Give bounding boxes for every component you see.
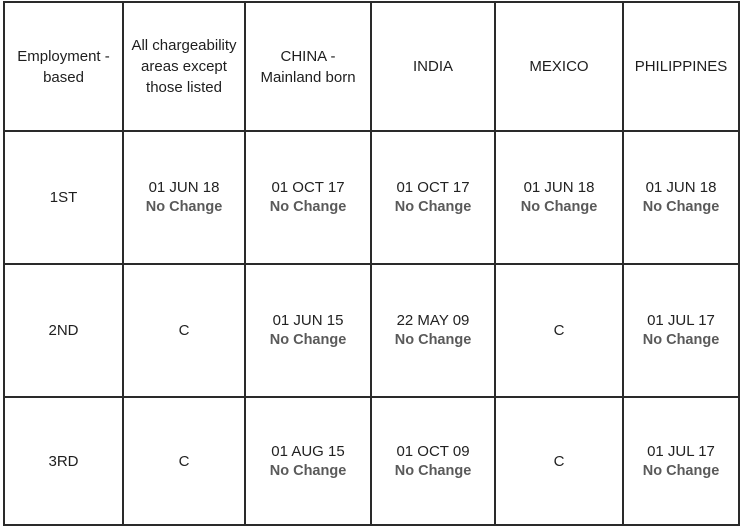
table-cell [623, 264, 739, 397]
cell-status: No Change [269, 332, 347, 348]
cell-date: 01 JUL 17 [647, 442, 715, 460]
cell-status: No Change [642, 332, 720, 348]
visa-bulletin-table [3, 1, 740, 526]
table-cell [245, 131, 371, 264]
cell-date: 01 JUN 18 [523, 179, 595, 196]
row-label-1st: 1ST [4, 131, 123, 264]
header-employment-based: Employment -based [4, 2, 123, 131]
cell-date: 01 JUN 18 [148, 179, 220, 196]
table-cell [495, 264, 623, 397]
cell-status: No Change [642, 462, 720, 479]
cell-date: 01 JUL 17 [647, 312, 715, 329]
cell-date: 01 AUG 15 [271, 442, 345, 460]
header-china-mainland-born: CHINA - Mainland born [245, 2, 371, 131]
table-cell [123, 397, 245, 525]
table-cell [495, 131, 623, 264]
header-india: INDIA [371, 2, 495, 131]
cell-status: No Change [145, 199, 223, 215]
cell-date: 01 JUN 18 [645, 179, 717, 196]
header-row [4, 2, 739, 131]
cell-current: C [553, 322, 565, 339]
cell-current: C [553, 452, 565, 470]
cell-date: 01 OCT 17 [271, 179, 345, 196]
header-mexico: MEXICO [495, 2, 623, 131]
table-cell [371, 131, 495, 264]
cell-status: No Change [520, 199, 598, 215]
cell-date: 01 OCT 09 [396, 442, 470, 460]
cell-status: No Change [394, 332, 472, 348]
table-cell [371, 397, 495, 525]
table-row [4, 131, 739, 264]
cell-date: 22 MAY 09 [396, 312, 470, 329]
table-cell [495, 397, 623, 525]
cell-status: No Change [269, 462, 347, 479]
cell-status: No Change [394, 199, 472, 215]
cell-date: 01 OCT 17 [396, 179, 470, 196]
cell-current: C [178, 452, 190, 470]
table-row [4, 264, 739, 397]
cell-date: 01 JUN 15 [272, 312, 344, 329]
cell-current: C [178, 322, 190, 339]
table-cell [123, 131, 245, 264]
cell-status: No Change [642, 199, 720, 215]
cell-status: No Change [269, 199, 347, 215]
table-cell [371, 264, 495, 397]
table-cell [623, 131, 739, 264]
header-philippines: PHILIPPINES [623, 2, 739, 131]
row-label-2nd: 2ND [4, 264, 123, 397]
row-label-3rd: 3RD [4, 397, 123, 525]
table-row [4, 397, 739, 525]
header-all-chargeability-areas: All chargeability areas except those listed [123, 2, 245, 131]
table-cell [623, 397, 739, 525]
table-cell [245, 397, 371, 525]
cell-status: No Change [394, 462, 472, 479]
table-cell [245, 264, 371, 397]
table-cell [123, 264, 245, 397]
